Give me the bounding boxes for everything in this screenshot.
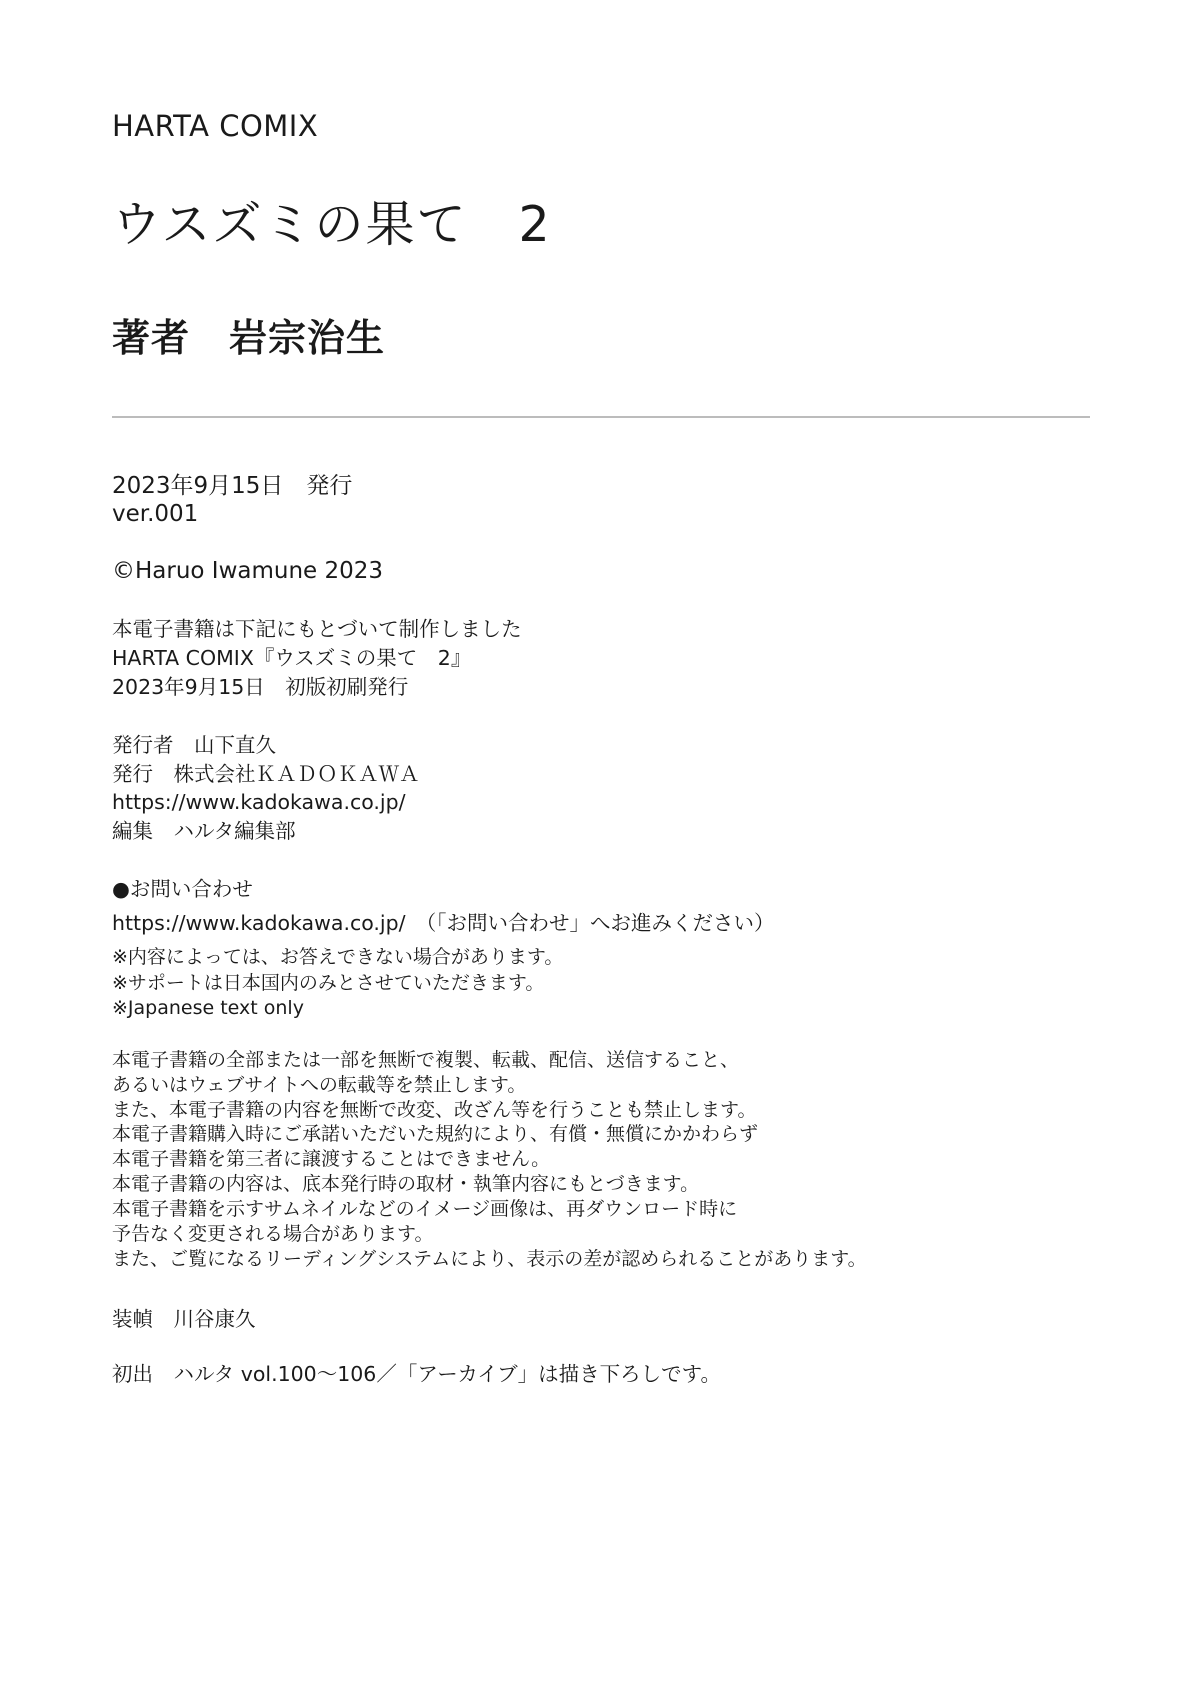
inquiry-url-line[interactable]: https://www.kadokawa.co.jp/ （「お問い合わせ」へお進みください） xyxy=(112,911,775,935)
publisher-line: 発行 株式会社ＫＡＤＯＫＡＷＡ xyxy=(112,762,420,786)
legal-line: 本電子書籍の内容は、底本発行時の取材・執筆内容にもとづきます。 xyxy=(112,1173,700,1195)
copyright-line: ©Haruo Iwamune 2023 xyxy=(112,558,384,584)
inquiry-heading: ●お問い合わせ xyxy=(112,877,253,901)
legal-line: 本電子書籍の全部または一部を無断で複製、転載、配信、送信すること、 xyxy=(112,1049,740,1071)
basis-line: HARTA COMIX『ウスズミの果て 2』 xyxy=(112,646,472,670)
inquiry-note: ※Japanese text only xyxy=(112,997,304,1019)
inquiry-note: ※内容によっては、お答えできない場合があります。 xyxy=(112,946,564,968)
first-appearance: 初出 ハルタ vol.100～106／「アーカイブ」は描き下ろしです。 xyxy=(112,1362,721,1386)
legal-line: 予告なく変更される場合があります。 xyxy=(112,1223,434,1245)
publisher-line: 発行者 山下直久 xyxy=(112,733,276,757)
legal-line: また、ご覧になるリーディングシステムにより、表示の差が認められることがあります。 xyxy=(112,1248,867,1270)
design-credit: 装幀 川谷康久 xyxy=(112,1307,256,1331)
inquiry-note: ※サポートは日本国内のみとさせていただきます。 xyxy=(112,972,545,994)
divider xyxy=(112,416,1090,418)
legal-line: また、本電子書籍の内容を無断で改変、改ざん等を行うことも禁止します。 xyxy=(112,1099,757,1121)
basis-line: 2023年9月15日 初版初刷発行 xyxy=(112,675,409,699)
book-title: ウスズミの果て 2 xyxy=(112,196,552,253)
legal-line: あるいはウェブサイトへの転載等を禁止します。 xyxy=(112,1074,527,1096)
author-line: 著者 岩宗治生 xyxy=(112,316,386,360)
publication-date: 2023年9月15日 発行 xyxy=(112,473,353,499)
basis-line: 本電子書籍は下記にもとづいて制作しました xyxy=(112,617,522,641)
legal-line: 本電子書籍を示すサムネイルなどのイメージ画像は、再ダウンロード時に xyxy=(112,1198,738,1220)
series-label: HARTA COMIX xyxy=(112,109,319,143)
publisher-line: 編集 ハルタ編集部 xyxy=(112,819,296,843)
version-label: ver.001 xyxy=(112,501,199,527)
legal-line: 本電子書籍を第三者に譲渡することはできません。 xyxy=(112,1148,551,1170)
publisher-url[interactable]: https://www.kadokawa.co.jp/ xyxy=(112,790,406,814)
legal-line: 本電子書籍購入時にご承諾いただいた規約により、有償・無償にかかわらず xyxy=(112,1123,759,1145)
